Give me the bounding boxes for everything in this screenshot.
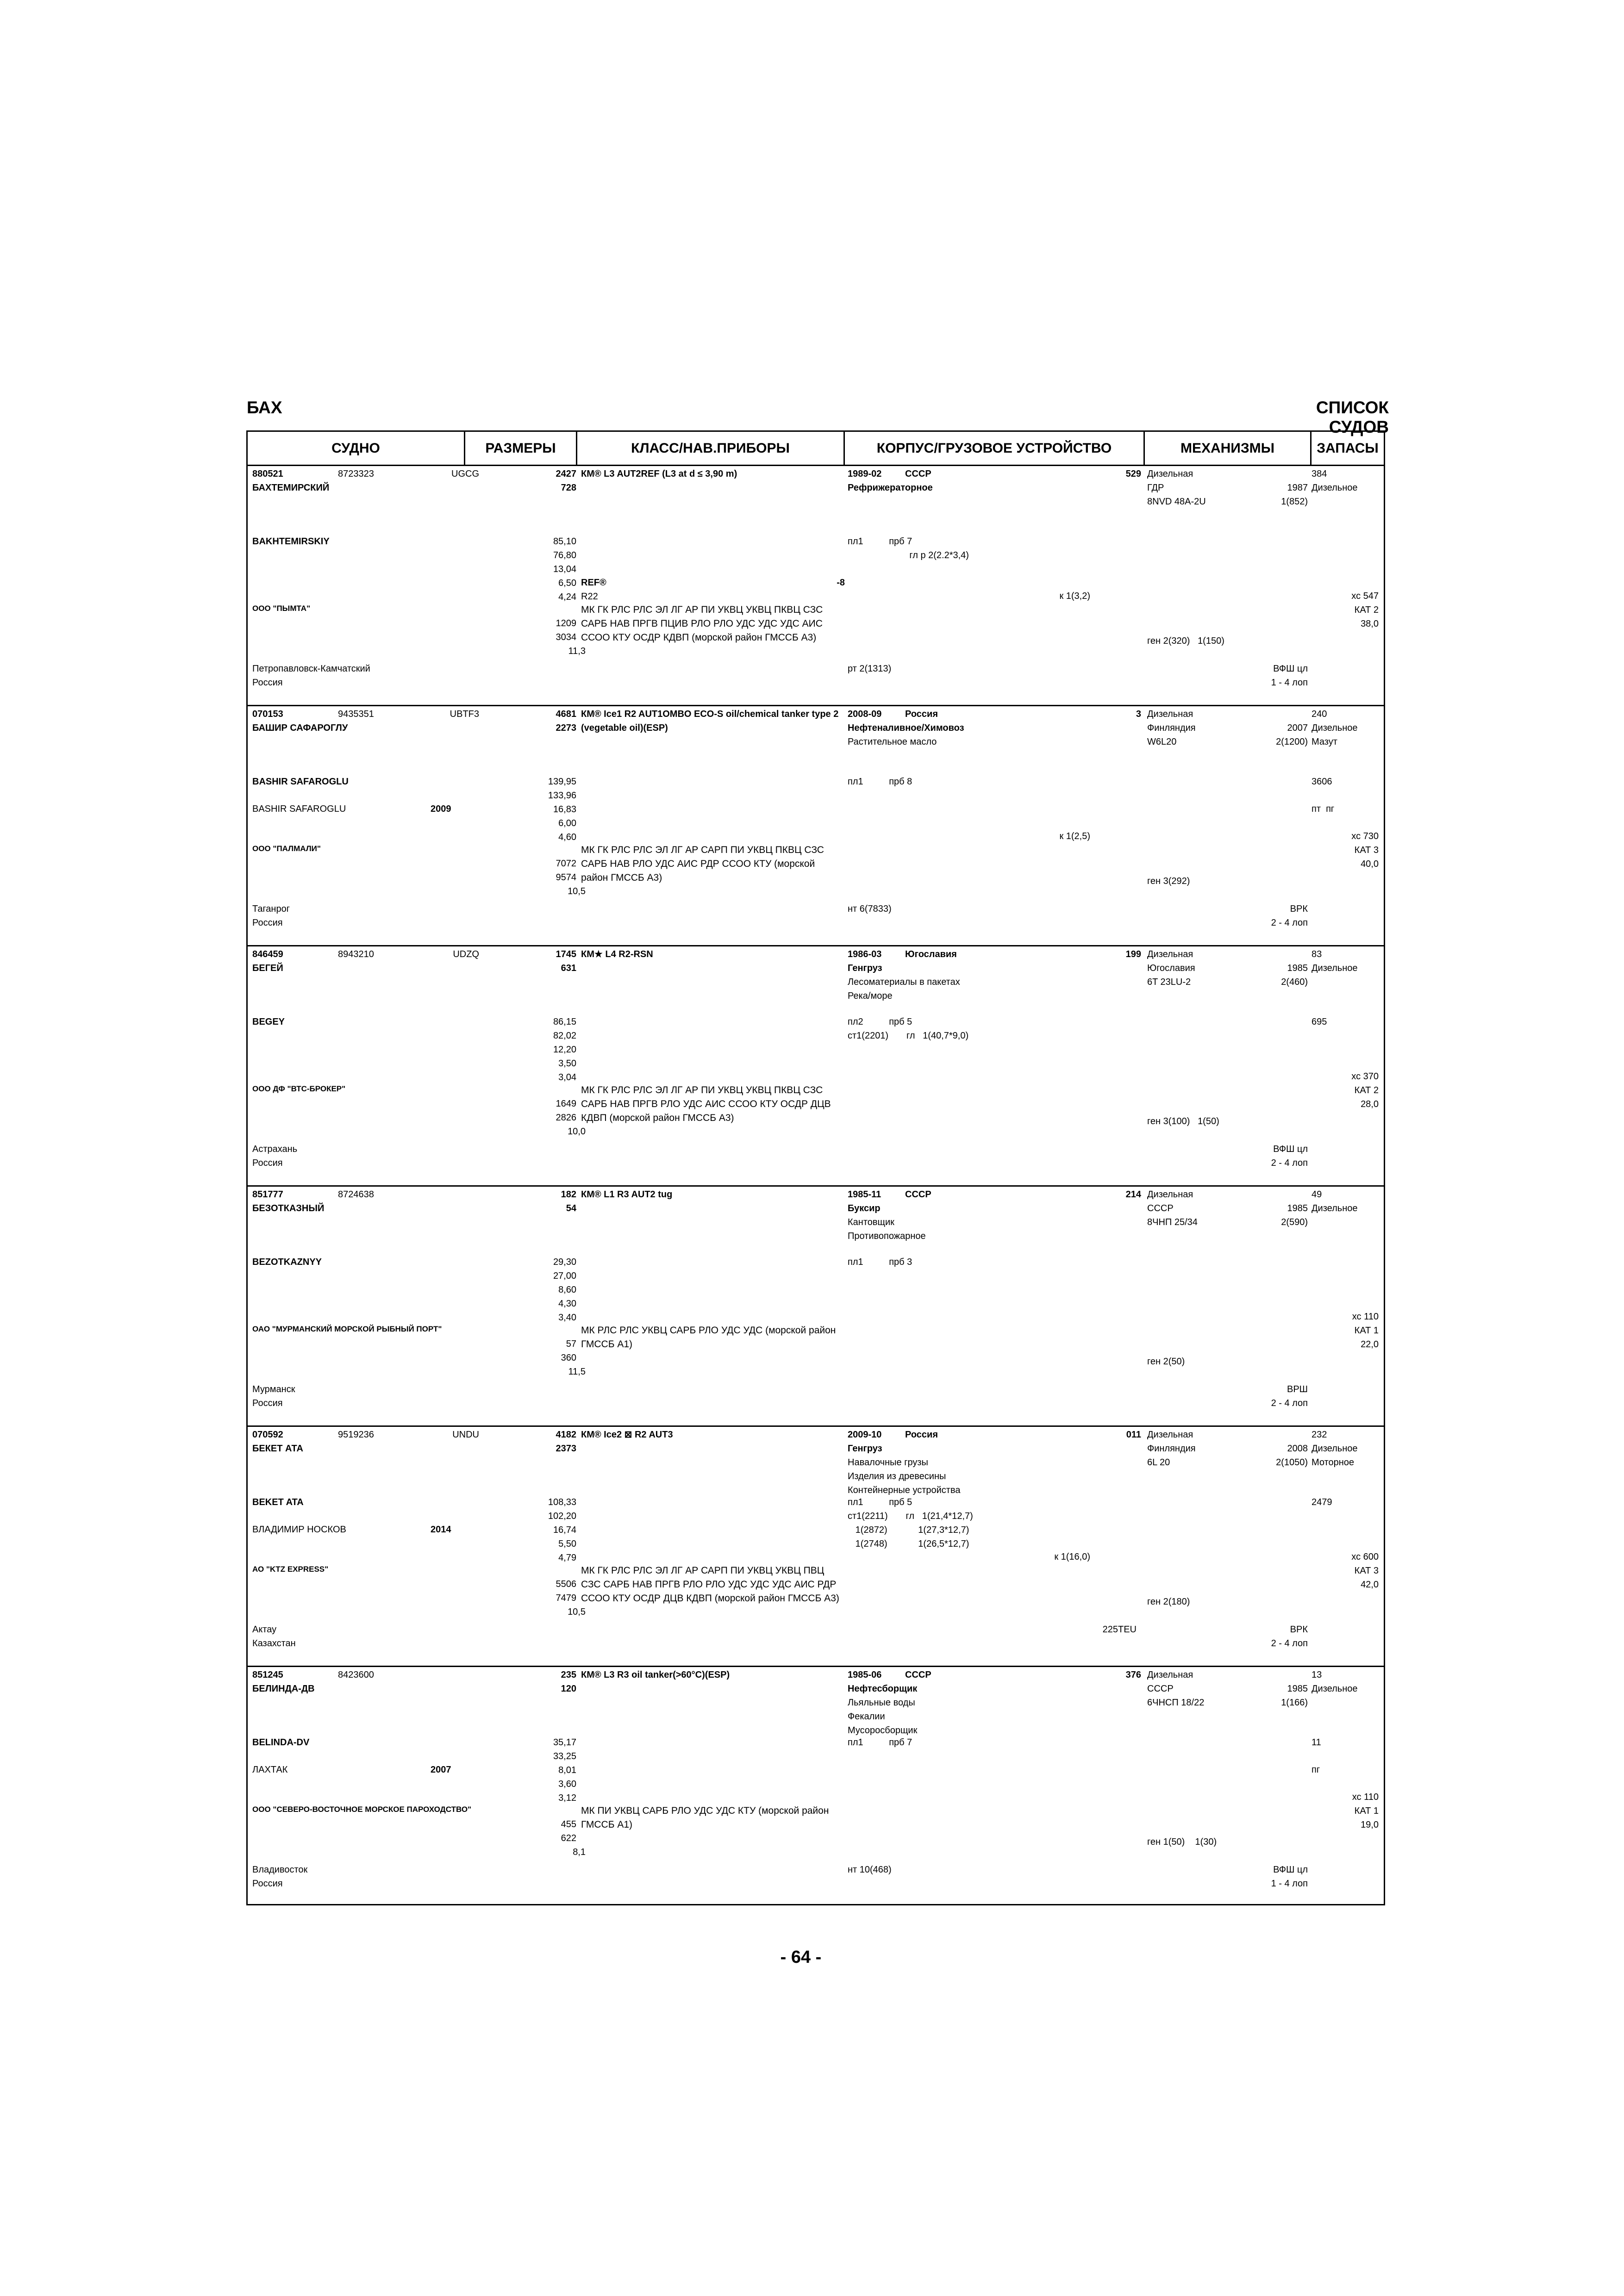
engine-country: СССР: [1147, 1203, 1174, 1213]
gross-tonnage: 2427: [556, 469, 576, 479]
dimensions: 86,15 82,02 12,20 3,50 3,04: [553, 1017, 576, 1083]
dimensions: 29,30 27,00 8,60 4,30 3,40: [553, 1257, 576, 1323]
ship-name: БАШИР САФАРОГЛУ: [252, 723, 348, 733]
engine-country: Югославия: [1147, 963, 1195, 973]
supply-water: 11: [1312, 1737, 1321, 1748]
register-number: 851245: [252, 1670, 283, 1680]
net-tonnage: 54: [566, 1203, 576, 1213]
supply-extra: пт пг: [1312, 804, 1335, 814]
engine-year: 1985: [1287, 1684, 1308, 1694]
nav-equipment: МК ГК РЛС РЛС ЭЛ ЛГ АР САРП ПИ УКВЦ УКВЦ ПВЦ СЗС САРБ НАВ ПРГВ РЛО РЛО УДС УДС УДС АИС РДР ССОО КТУ ОСДР ДЦВ КДВП (морской район ГМССБ А3): [581, 1565, 839, 1604]
class-notation: КМ® L1 R3 AUT2 tug: [581, 1189, 673, 1200]
register-number: 851777: [252, 1189, 283, 1200]
propeller: ВФШ цл: [1273, 1865, 1308, 1875]
engine-year: 1987: [1287, 483, 1308, 493]
engine-type: Дизельная: [1147, 949, 1193, 959]
supply-crew: хс 547 КАТ 2 38,0: [1351, 591, 1379, 629]
ship-name: БЕГЕЙ: [252, 963, 283, 973]
hold-info: пл1 прб 8: [848, 777, 912, 787]
net-tonnage: 2373: [556, 1444, 576, 1454]
propeller: ВРК: [1290, 1624, 1308, 1635]
ship-record: [248, 946, 1384, 1187]
flag-country: Россия: [252, 1879, 283, 1889]
engine-type: Дизельная: [1147, 1670, 1193, 1680]
imo-number: 9435351: [338, 709, 374, 719]
imo-number: 9519236: [338, 1430, 374, 1440]
propeller-blades: 2 - 4 лоп: [1271, 1638, 1308, 1649]
class-notation: КМ★ L4 R2-RSN: [581, 949, 653, 959]
owner: АО "KTZ EXPRESS": [252, 1565, 329, 1574]
ship-record: [248, 466, 1384, 706]
propeller: ВРК: [1290, 904, 1308, 914]
engine-power: 2(1050): [1276, 1457, 1308, 1468]
build-country: Югославия: [905, 949, 957, 959]
refrigerant: R22: [581, 591, 598, 602]
engine-type: Дизельная: [1147, 1189, 1193, 1200]
build-country: Россия: [905, 709, 938, 719]
tank-info: рт 2(1313): [848, 664, 892, 674]
engine-power: 2(1200): [1276, 737, 1308, 747]
register-number: 070592: [252, 1430, 283, 1440]
engine-type: Дизельная: [1147, 709, 1193, 719]
engine-model: W6L20: [1147, 737, 1177, 747]
flag-country: Россия: [252, 918, 283, 928]
engine-country: СССР: [1147, 1684, 1174, 1694]
supply-fuel-type: Дизельное: [1312, 963, 1358, 973]
generators: ген 2(50): [1147, 1356, 1185, 1367]
yard-number: 011: [1126, 1430, 1141, 1440]
supply-fuel-amount: 232: [1312, 1430, 1327, 1440]
supply-water: 2479: [1312, 1497, 1332, 1507]
net-tonnage: 728: [561, 483, 576, 493]
hold-info: пл1 прб 7 гл р 2(2.2*3,4): [848, 536, 969, 560]
displacement: 1649 2826: [556, 1099, 576, 1123]
yard-number: 199: [1125, 949, 1141, 959]
home-port: Астрахань: [252, 1144, 298, 1154]
displacement: 1209 3034: [556, 618, 576, 642]
former-name: BASHIR SAFAROGLU: [252, 804, 346, 814]
engine-year: 1985: [1287, 1203, 1308, 1213]
propeller-blades: 2 - 4 лоп: [1271, 1398, 1308, 1408]
supply-fuel-type-2: Мазут: [1312, 737, 1337, 747]
generators: ген 3(292): [1147, 876, 1190, 886]
ship-type: Нефтесборщик: [848, 1684, 918, 1694]
tank-info: нт 10(468): [848, 1865, 892, 1875]
owner: ООО ДФ "ВТС-БРОКЕР": [252, 1084, 346, 1093]
col-dimensions: РАЗМЕРЫ: [465, 432, 577, 465]
ship-name: БЕКЕТ АТА: [252, 1444, 303, 1454]
ship-type: Рефрижераторное: [848, 483, 933, 493]
former-name-year: 2007: [431, 1765, 451, 1775]
supply-crew: хс 110 КАТ 1 22,0: [1352, 1312, 1379, 1350]
flag-country: Россия: [252, 1158, 283, 1168]
yard-number: 214: [1125, 1189, 1141, 1200]
engine-power: 1(852): [1281, 497, 1308, 507]
propeller-blades: 2 - 4 лоп: [1271, 1158, 1308, 1168]
former-name-year: 2009: [431, 804, 451, 814]
propeller-blades: 1 - 4 лоп: [1271, 1879, 1308, 1889]
engine-model: 8NVD 48A-2U: [1147, 497, 1206, 507]
class-notation: КМ® L3 R3 oil tanker(>60°C)(ESP): [581, 1670, 730, 1680]
ship-record: [248, 706, 1384, 946]
call-sign: UDZQ: [453, 949, 479, 959]
ship-type: Буксир: [848, 1203, 881, 1213]
ship-name-latin: BEKET ATA: [252, 1497, 304, 1507]
dimensions: 85,10 76,80 13,04 6,50 4,24: [553, 536, 576, 602]
former-name: ВЛАДИМИР НОСКОВ: [252, 1524, 346, 1535]
imo-number: 8724638: [338, 1189, 374, 1200]
displacement: 57 360: [561, 1339, 576, 1363]
engine-type: Дизельная: [1147, 1430, 1193, 1440]
flag-country: Казахстан: [252, 1638, 296, 1649]
supply-fuel-type: Дизельное: [1312, 1444, 1358, 1454]
supply-fuel-amount: 13: [1312, 1670, 1322, 1680]
ship-name-latin: BELINDA-DV: [252, 1737, 310, 1748]
owner: ОАО "МУРМАНСКИЙ МОРСКОЙ РЫБНЫЙ ПОРТ": [252, 1325, 442, 1333]
supply-water: 695: [1312, 1017, 1327, 1027]
yard-number: 3: [1136, 709, 1141, 719]
imo-number: 8423600: [338, 1670, 374, 1680]
records: [248, 466, 1384, 1907]
dimensions: 139,95 133,96 16,83 6,00 4,60: [548, 777, 576, 842]
nav-equipment: МК РЛС РЛС УКВЦ САРБ РЛО УДС УДС (морской район ГМССБ А1): [581, 1325, 836, 1350]
net-tonnage: 2273: [556, 723, 576, 733]
col-class: КЛАСС/НАВ.ПРИБОРЫ: [577, 432, 845, 465]
ship-record: [248, 1667, 1384, 1907]
ship-purpose: Растительное масло: [848, 737, 937, 747]
gross-tonnage: 235: [561, 1670, 576, 1680]
home-port: Таганрог: [252, 904, 290, 914]
displacement: 7072 9574: [556, 859, 576, 883]
build-country: СССР: [905, 1189, 931, 1200]
engine-year: 2007: [1287, 723, 1308, 733]
owner: ООО "ПЫМТА": [252, 604, 311, 613]
register-number: 070153: [252, 709, 283, 719]
supply-fuel-type: Дизельное: [1312, 1684, 1358, 1694]
supply-fuel-amount: 384: [1312, 469, 1327, 479]
yard-number: 529: [1125, 469, 1141, 479]
supply-crew: хс 600 КАТ 3 42,0: [1351, 1552, 1379, 1590]
build-date: 1989-02: [848, 469, 882, 479]
engine-country: Финляндия: [1147, 723, 1196, 733]
generators: ген 1(50) 1(30): [1147, 1837, 1217, 1847]
ship-name: БЕЗОТКАЗНЫЙ: [252, 1203, 325, 1213]
net-tonnage: 120: [561, 1684, 576, 1694]
ship-name-latin: BEGEY: [252, 1017, 285, 1027]
engine-country: Финляндия: [1147, 1444, 1196, 1454]
teu-capacity: 225TEU: [1102, 1624, 1137, 1635]
home-port: Петропавловск-Камчатский: [252, 664, 370, 674]
class-notation: КМ® Ice2 ⊠ R2 AUT3: [581, 1430, 673, 1440]
ship-record: [248, 1427, 1384, 1667]
ship-name-latin: BAKHTEMIRSKIY: [252, 536, 330, 547]
engine-country: ГДР: [1147, 483, 1164, 493]
ship-name-latin: BEZOTKAZNYY: [252, 1257, 322, 1267]
net-tonnage: 631: [561, 963, 576, 973]
supply-fuel-amount: 83: [1312, 949, 1322, 959]
generators: ген 2(320) 1(150): [1147, 636, 1224, 646]
hold-info: пл1 прб 3: [848, 1257, 912, 1267]
col-hull: КОРПУС/ГРУЗОВОЕ УСТРОЙСТВО: [845, 432, 1145, 465]
home-port: Владивосток: [252, 1865, 308, 1875]
nav-equipment: МК ПИ УКВЦ САРБ РЛО УДС УДС КТУ (морской район ГМССБ А1): [581, 1805, 829, 1830]
col-machinery: МЕХАНИЗМЫ: [1145, 432, 1312, 465]
ship-type: Нефтеналивное/Химовоз: [848, 723, 964, 733]
build-country: СССР: [905, 469, 931, 479]
ship-purpose: Кантовщик Противопожарное: [848, 1217, 926, 1241]
gross-tonnage: 182: [561, 1189, 576, 1200]
home-port: Актау: [252, 1624, 277, 1635]
hold-info: пл2 прб 5 ст1(2201) гл 1(40,7*9,0): [848, 1017, 969, 1041]
propeller: ВФШ цл: [1273, 1144, 1308, 1154]
ship-purpose: Льяльные воды Фекалии Мусоросборщик: [848, 1698, 918, 1736]
build-country: Россия: [905, 1430, 938, 1440]
refrigeration-class: REF®: [581, 578, 606, 588]
nav-equipment: МК ГК РЛС РЛС ЭЛ ЛГ АР САРП ПИ УКВЦ ПКВЦ СЗС САРБ НАВ РЛО УДС АИС РДР ССОО КТУ (морской район ГМССБ А3): [581, 845, 824, 883]
build-country: СССР: [905, 1670, 931, 1680]
hold-info: пл1 прб 5 ст1(2211) гл 1(21,4*12,7) 1(2872) 1(27,3*12,7) 1(2748) 1(26,5*12,7): [848, 1497, 973, 1549]
ship-purpose: Лесоматериалы в пакетах Река/море: [848, 977, 960, 1001]
speed: 8,1: [573, 1847, 586, 1857]
class-notation: КМ® Ice1 R2 AUT1OMBO ECO-S oil/chemical tanker type 2 (vegetable oil)(ESP): [581, 709, 839, 733]
call-sign: UBTF3: [450, 709, 479, 719]
col-vessel: СУДНО: [248, 432, 465, 465]
propeller-blades: 2 - 4 лоп: [1271, 918, 1308, 928]
nav-equipment: МК ГК РЛС РЛС ЭЛ ЛГ АР ПИ УКВЦ УКВЦ ПКВЦ СЗС САРБ НАВ ПРГВ ПЦИВ РЛО РЛО УДС УДС УДС АИС ССОО КТУ ОСДР КДВП (морской район ГМССБ А3): [581, 604, 823, 643]
engine-model: 6T 23LU-2: [1147, 977, 1191, 987]
register-number: 846459: [252, 949, 283, 959]
owner: ООО "СЕВЕРО-ВОСТОЧНОЕ МОРСКОЕ ПАРОХОДСТВО": [252, 1805, 472, 1814]
class-notation: КМ® L3 AUT2REF (L3 at d ≤ 3,90 m): [581, 469, 737, 479]
supply-fuel-type: Дизельное: [1312, 1203, 1358, 1213]
ship-name-latin: BASHIR SAFAROGLU: [252, 777, 349, 787]
register-number: 880521: [252, 469, 283, 479]
supply-crew: хс 370 КАТ 2 28,0: [1351, 1071, 1379, 1109]
supply-fuel-type: Дизельное: [1312, 723, 1358, 733]
speed: 11,5: [568, 1367, 586, 1377]
build-date: 1985-06: [848, 1670, 882, 1680]
supply-fuel-type: Дизельное: [1312, 483, 1358, 493]
speed: 10,5: [568, 1607, 586, 1617]
displacement: 5506 7479: [556, 1579, 576, 1603]
ship-type: Генгруз: [848, 1444, 882, 1454]
engine-year: 1985: [1287, 963, 1308, 973]
speed: 10,0: [568, 1126, 586, 1137]
crane-info: к 1(3,2): [1059, 591, 1090, 601]
flag-country: Россия: [252, 678, 283, 688]
supply-crew: хс 110 КАТ 1 19,0: [1352, 1792, 1379, 1830]
propeller: ВФШ цл: [1273, 664, 1308, 674]
build-date: 2009-10: [848, 1430, 882, 1440]
dimensions: 108,33 102,20 16,74 5,50 4,79: [548, 1497, 576, 1563]
displacement: 455 622: [561, 1819, 576, 1843]
ship-purpose: Навалочные грузы Изделия из древесины Контейнерные устройства: [848, 1457, 961, 1495]
home-port: Мурманск: [252, 1384, 295, 1394]
engine-power: 2(590): [1281, 1217, 1308, 1227]
ship-table: [246, 430, 1385, 1905]
build-date: 1986-03: [848, 949, 882, 959]
build-date: 2008-09: [848, 709, 882, 719]
propeller-blades: 1 - 4 лоп: [1271, 678, 1308, 688]
engine-power: 2(460): [1281, 977, 1308, 987]
imo-number: 8723323: [338, 469, 374, 479]
generators: ген 3(100) 1(50): [1147, 1116, 1219, 1126]
ship-name: БЕЛИНДА-ДВ: [252, 1684, 315, 1694]
crane-info: к 1(2,5): [1059, 831, 1090, 841]
ship-record: [248, 1187, 1384, 1427]
gross-tonnage: 1745: [556, 949, 576, 959]
tank-info: нт 6(7833): [848, 904, 892, 914]
hold-info: пл1 прб 7: [848, 1737, 912, 1748]
list-title: СПИСОК СУДОВ: [1316, 398, 1389, 436]
crane-info: к 1(16,0): [1054, 1552, 1090, 1562]
former-name: ЛАХТАК: [252, 1765, 288, 1775]
supply-water: 3606: [1312, 777, 1332, 787]
engine-year: 2008: [1287, 1444, 1308, 1454]
table-header: [248, 432, 1384, 466]
gross-tonnage: 4182: [556, 1430, 576, 1440]
nav-equipment: МК ГК РЛС РЛС ЭЛ ЛГ АР ПИ УКВЦ УКВЦ ПКВЦ СЗС САРБ НАВ ПРГВ РЛО УДС АИС ССОО КТУ ОСДР ДЦВ КДВП (морской район ГМССБ А3): [581, 1085, 831, 1123]
supply-crew: хс 730 КАТ 3 40,0: [1351, 831, 1379, 869]
call-sign: UNDU: [452, 1430, 479, 1440]
col-supplies: ЗАПАСЫ: [1317, 440, 1379, 456]
former-name-year: 2014: [431, 1524, 451, 1535]
supply-fuel-amount: 240: [1312, 709, 1327, 719]
speed: 10,5: [568, 886, 586, 896]
build-date: 1985-11: [848, 1189, 881, 1200]
engine-model: 6ЧНСП 18/22: [1147, 1698, 1205, 1708]
gross-tonnage: 4681: [556, 709, 576, 719]
supply-extra: пг: [1312, 1765, 1320, 1775]
dimensions: 35,17 33,25 8,01 3,60 3,12: [553, 1737, 576, 1803]
ship-name: БАХТЕМИРСКИЙ: [252, 483, 330, 493]
supply-fuel-type-2: Моторное: [1312, 1457, 1355, 1468]
propeller: ВРШ: [1287, 1384, 1308, 1394]
engine-type: Дизельная: [1147, 469, 1193, 479]
call-sign: UGCG: [451, 469, 479, 479]
refrigeration-temp: -8: [837, 578, 845, 588]
generators: ген 2(180): [1147, 1597, 1190, 1607]
yard-number: 376: [1125, 1670, 1141, 1680]
flag-country: Россия: [252, 1398, 283, 1408]
section-title: БАХ: [247, 398, 282, 417]
ship-type: Генгруз: [848, 963, 882, 973]
page-number: - 64 -: [780, 1948, 822, 1967]
speed: 11,3: [568, 646, 586, 656]
engine-model: 6L 20: [1147, 1457, 1170, 1468]
owner: ООО "ПАЛМАЛИ": [252, 844, 321, 853]
imo-number: 8943210: [338, 949, 374, 959]
supply-fuel-amount: 49: [1312, 1189, 1322, 1200]
engine-power: 1(166): [1281, 1698, 1308, 1708]
engine-model: 8ЧНП 25/34: [1147, 1217, 1198, 1227]
